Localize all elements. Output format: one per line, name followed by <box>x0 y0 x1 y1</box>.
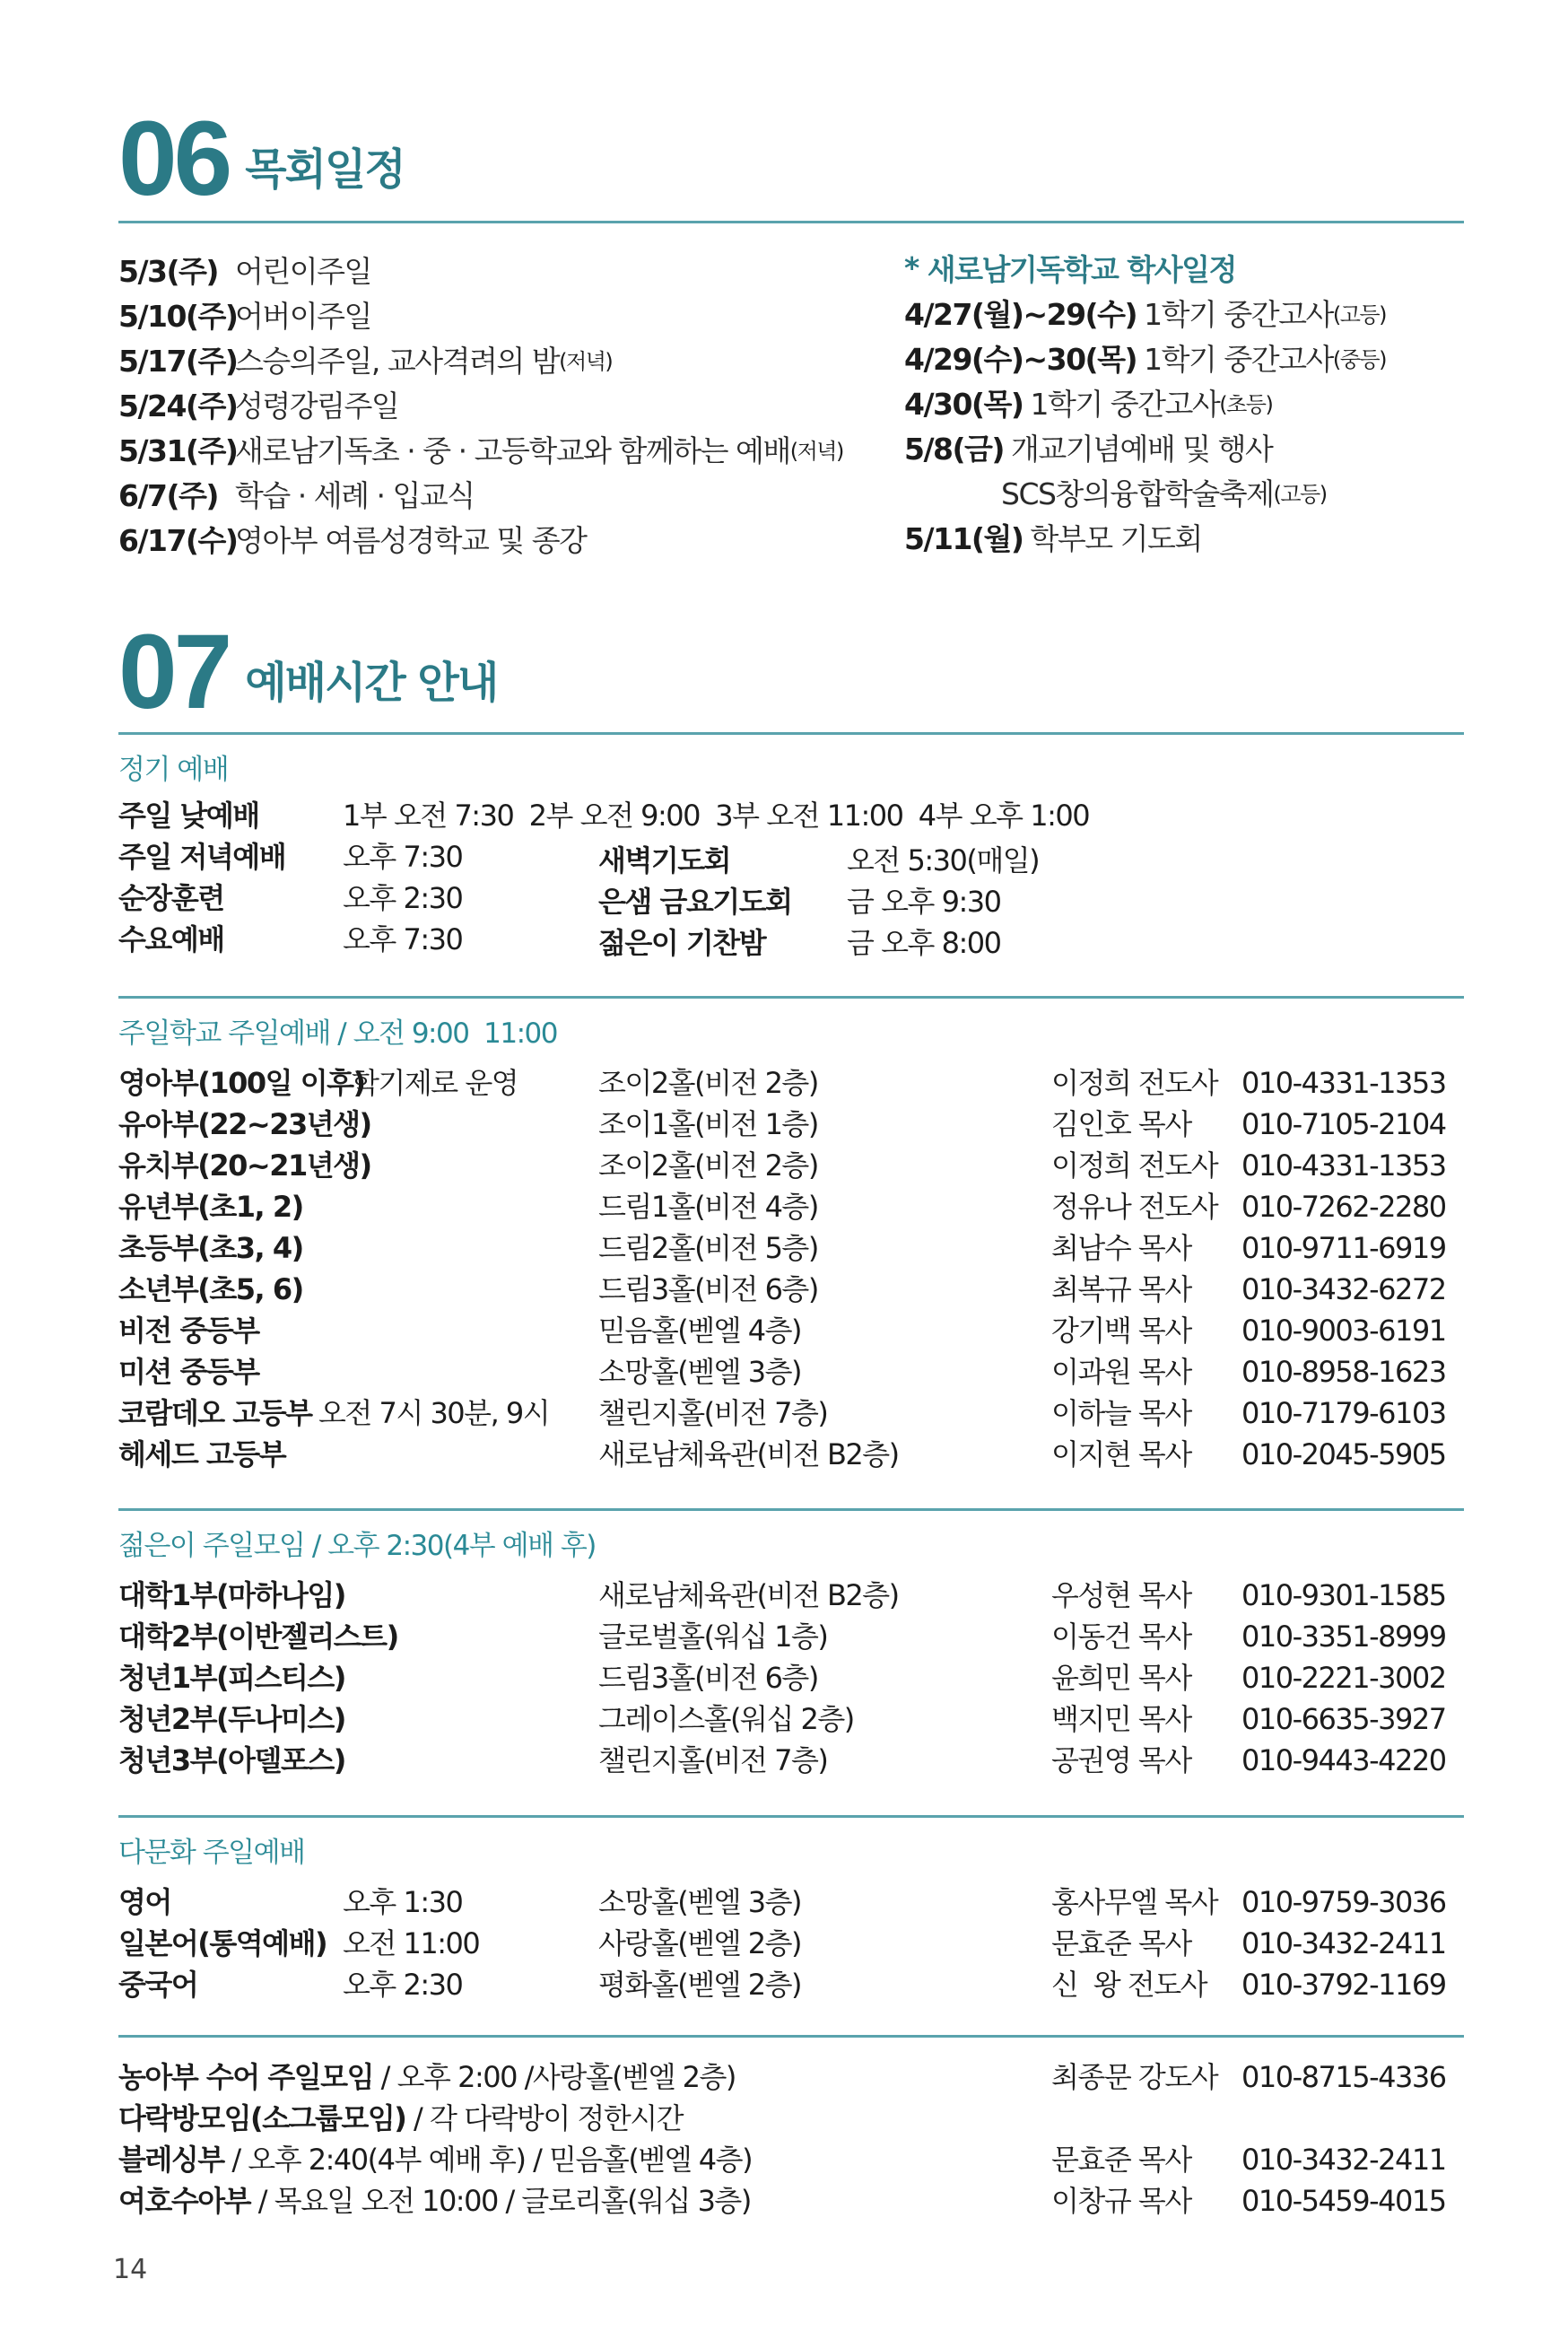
schedule-name: 어버이주일 <box>235 298 371 334</box>
phone: 010-9003-6191 <box>1241 1314 1446 1348</box>
schedule-date: 5/17(주) <box>118 343 238 379</box>
department-name: 미션 중등부 <box>118 1355 259 1389</box>
place: 드림1홀(비전 4층) <box>598 1190 818 1224</box>
schedule-name: SCS창의융합학술축제 <box>1001 476 1274 511</box>
schedule-item <box>118 247 908 292</box>
phone: 010-3432-6272 <box>1241 1272 1446 1306</box>
section-title: 목회일정 <box>245 144 405 195</box>
page-number: 14 <box>113 2254 148 2285</box>
group-name: 다락방모임(소그룹모임) <box>118 2101 406 2135</box>
schedule-date: 6/7(주) <box>118 477 219 513</box>
divider <box>118 1815 1464 1818</box>
pastor: 이지현 목사 <box>1051 1437 1191 1471</box>
school-schedule-item <box>904 290 1478 335</box>
school-schedule-item <box>904 424 1478 469</box>
service-label: 젊은이 기찬밤 <box>598 926 766 960</box>
service-label: 주일 낮예배 <box>118 799 259 833</box>
department-note: 학기제로 운영 <box>352 1066 518 1100</box>
group-name: 여호수아부 <box>118 2184 251 2218</box>
schedule-name: 어린이주일 <box>235 253 371 289</box>
schedule-name: 성령강림주일 <box>235 388 399 423</box>
phone: 010-4331-1353 <box>1241 1066 1446 1100</box>
department-name: 유아부(22~23년생) <box>118 1107 371 1141</box>
group-detail: / 목요일 오전 10:00 / 글로리홀(워십 3층) <box>250 2184 751 2218</box>
phone: 010-5459-4015 <box>1241 2184 1446 2218</box>
schedule-item <box>118 292 908 336</box>
group-name: 블레싱부 <box>118 2143 224 2177</box>
schedule-item <box>118 381 908 426</box>
schedule-note: (저녁) <box>559 348 613 374</box>
phone: 010-7179-6103 <box>1241 1396 1446 1430</box>
department-name: 유년부(초1, 2) <box>118 1190 303 1224</box>
schedule-date: 5/3(주) <box>118 253 219 289</box>
group-info <box>118 2056 736 2098</box>
schedule-note: (초등) <box>1219 391 1273 417</box>
schedule-date: 6/17(수) <box>118 522 238 558</box>
schedule-date: 4/30(목) <box>904 386 1024 422</box>
department-name: 소년부(초5, 6) <box>118 1272 303 1306</box>
place: 조이2홀(비전 2층) <box>598 1066 818 1100</box>
schedule-item <box>118 336 908 381</box>
language: 영어 <box>118 1885 171 1919</box>
pastor: 최종문 강도사 <box>1051 2060 1218 2094</box>
place: 소망홀(벧엘 3층) <box>598 1355 801 1389</box>
schedule-date: 5/24(주) <box>118 388 238 423</box>
section-title: 예배시간 안내 <box>245 657 498 708</box>
schedule-name: 1학기 중간고사 <box>1030 386 1220 422</box>
school-schedule-item <box>904 335 1478 380</box>
divider <box>118 2035 1464 2038</box>
pastor: 강기백 목사 <box>1051 1314 1191 1348</box>
schedule-name: 새로남기독초 · 중 · 고등학교와 함께하는 예배 <box>235 432 790 468</box>
phone: 010-3432-2411 <box>1241 2143 1446 2177</box>
place: 소망홀(벧엘 3층) <box>598 1885 801 1919</box>
place: 드림3홀(비전 6층) <box>598 1661 818 1695</box>
regular-worship-heading: 정기 예배 <box>118 754 229 786</box>
phone: 010-4331-1353 <box>1241 1148 1446 1183</box>
group-info <box>118 2139 752 2180</box>
service-label: 새벽기도회 <box>598 843 731 877</box>
pastor: 최복규 목사 <box>1051 1272 1191 1306</box>
schedule-date: 4/27(월)~29(수) <box>904 296 1137 332</box>
service-time: 오후 7:30 <box>343 922 463 956</box>
schedule-date: 4/29(수)~30(목) <box>904 341 1137 377</box>
schedule-name: 스승의주일, 교사격려의 밤 <box>235 343 560 379</box>
department-name: 대학1부(마하나임) <box>118 1578 345 1612</box>
phone: 010-6635-3927 <box>1241 1702 1446 1736</box>
department-name: 비전 중등부 <box>118 1314 259 1348</box>
schedule-name: 개교기념예배 및 행사 <box>1011 431 1273 467</box>
pastor: 이정희 전도사 <box>1051 1148 1218 1183</box>
pastor: 신 왕 전도사 <box>1051 1968 1207 2002</box>
service-time: 오후 1:30 <box>343 1885 463 1919</box>
schedule-name: 학부모 기도회 <box>1030 520 1202 556</box>
pastor: 문효준 목사 <box>1051 1926 1191 1960</box>
group-detail: / 오후 2:40(4부 예배 후) / 믿음홀(벧엘 4층) <box>223 2143 753 2177</box>
school-schedule-item <box>904 469 1478 514</box>
schedule-item <box>118 426 908 471</box>
phone: 010-9759-3036 <box>1241 1885 1446 1919</box>
place: 조이1홀(비전 1층) <box>598 1107 818 1141</box>
pastor: 홍사무엘 목사 <box>1051 1885 1218 1919</box>
school-schedule-heading: 새로남기독학교 학사일정 <box>927 251 1236 287</box>
school-schedule-title <box>904 245 1478 290</box>
schedule-item <box>118 471 908 516</box>
phone: 010-7105-2104 <box>1241 1107 1446 1141</box>
divider <box>118 732 1464 735</box>
phone: 010-9711-6919 <box>1241 1231 1446 1265</box>
department-name: 청년2부(두나미스) <box>118 1702 345 1736</box>
service-time: 오후 2:30 <box>343 881 463 915</box>
phone: 010-2221-3002 <box>1241 1661 1446 1695</box>
phone: 010-2045-5905 <box>1241 1437 1446 1471</box>
department-name: 청년3부(아델포스) <box>118 1743 345 1777</box>
pastor: 문효준 목사 <box>1051 2143 1191 2177</box>
pastor: 김인호 목사 <box>1051 1107 1191 1141</box>
pastor: 최남수 목사 <box>1051 1231 1191 1265</box>
section-number: 06 <box>118 100 230 218</box>
department-name: 초등부(초3, 4) <box>118 1231 303 1265</box>
place: 평화홀(벧엘 2층) <box>598 1968 801 2002</box>
service-label: 순장훈련 <box>118 881 224 915</box>
young-adults-heading: 젊은이 주일모임 / 오후 2:30(4부 예배 후) <box>118 1530 596 1562</box>
place: 글로벌홀(워십 1층) <box>598 1619 828 1654</box>
section-number: 07 <box>118 613 230 731</box>
pastor: 공권영 목사 <box>1051 1743 1191 1777</box>
service-time: 금 오후 8:00 <box>847 926 1001 960</box>
divider <box>118 996 1464 999</box>
pastor: 정유나 전도사 <box>1051 1190 1218 1224</box>
school-schedule-item <box>904 514 1478 559</box>
phone: 010-8958-1623 <box>1241 1355 1446 1389</box>
schedule-date: 5/10(주) <box>118 298 238 334</box>
pastor: 이과원 목사 <box>1051 1355 1191 1389</box>
pastor: 이정희 전도사 <box>1051 1066 1218 1100</box>
service-label: 주일 저녁예배 <box>118 840 286 874</box>
group-info <box>118 2180 751 2222</box>
group-detail: / 각 다락방이 정한시간 <box>405 2101 684 2135</box>
schedule-name: 1학기 중간고사 <box>1144 296 1333 332</box>
schedule-note: (고등) <box>1273 481 1327 507</box>
service-label: 은샘 금요기도회 <box>598 885 792 919</box>
pastor: 이창규 목사 <box>1051 2184 1191 2218</box>
phone: 010-3792-1169 <box>1241 1968 1446 2002</box>
department-name: 헤세드 고등부 <box>118 1437 286 1471</box>
schedule-date: 5/31(주) <box>118 432 238 468</box>
pastoral-schedule-list <box>118 247 908 561</box>
place: 믿음홀(벧엘 4층) <box>598 1314 801 1348</box>
phone: 010-9443-4220 <box>1241 1743 1446 1777</box>
place: 챌린지홀(비전 7층) <box>598 1396 828 1430</box>
service-label: 수요예배 <box>118 922 224 956</box>
pastor: 이동건 목사 <box>1051 1619 1191 1654</box>
school-schedule-list <box>904 245 1478 559</box>
schedule-item <box>118 516 908 561</box>
language: 일본어(통역예배) <box>118 1926 327 1960</box>
phone: 010-9301-1585 <box>1241 1578 1446 1612</box>
service-time: 오후 2:30 <box>343 1968 463 2002</box>
department-name: 영아부(100일 이후) <box>118 1066 365 1100</box>
place: 새로남체육관(비전 B2층) <box>598 1437 899 1471</box>
section-07-header <box>118 613 498 731</box>
asterisk-icon: * <box>904 249 919 285</box>
divider <box>118 1508 1464 1511</box>
group-detail: / 오후 2:00 /사랑홀(벧엘 2층) <box>373 2060 736 2094</box>
department-name: 청년1부(피스티스) <box>118 1661 345 1695</box>
phone: 010-7262-2280 <box>1241 1190 1446 1224</box>
schedule-note: (고등) <box>1332 301 1386 327</box>
place: 사랑홀(벧엘 2층) <box>598 1926 801 1960</box>
service-time: 오후 7:30 <box>343 840 463 874</box>
place: 조이2홀(비전 2층) <box>598 1148 818 1183</box>
pastor: 이하늘 목사 <box>1051 1396 1191 1430</box>
place: 드림2홀(비전 5층) <box>598 1231 818 1265</box>
place: 새로남체육관(비전 B2층) <box>598 1578 899 1612</box>
schedule-note: (저녁) <box>789 438 843 464</box>
department-name: 유치부(20~21년생) <box>118 1148 371 1183</box>
department-note: 오전 7시 30분, 9시 <box>318 1396 550 1430</box>
divider <box>118 221 1464 223</box>
section-06-header <box>118 100 405 218</box>
phone: 010-3351-8999 <box>1241 1619 1446 1654</box>
schedule-note: (중등) <box>1332 346 1386 372</box>
phone: 010-3432-2411 <box>1241 1926 1446 1960</box>
schedule-name: 영아부 여름성경학교 및 종강 <box>235 522 587 558</box>
schedule-name: 1학기 중간고사 <box>1144 341 1333 377</box>
language: 중국어 <box>118 1968 198 2002</box>
pastor: 윤희민 목사 <box>1051 1661 1191 1695</box>
multicultural-heading: 다문화 주일예배 <box>118 1837 305 1869</box>
schedule-date: 5/8(금) <box>904 431 1005 467</box>
schedule-name: 학습 · 세례 · 입교식 <box>235 477 475 513</box>
school-schedule-item <box>904 380 1478 424</box>
group-name: 농아부 수어 주일모임 <box>118 2060 373 2094</box>
department-name: 코람데오 고등부 <box>118 1396 312 1430</box>
place: 드림3홀(비전 6층) <box>598 1272 818 1306</box>
group-info <box>118 2098 683 2139</box>
service-time: 금 오후 9:30 <box>847 885 1001 919</box>
service-times: 1부 오전 7:30 2부 오전 9:00 3부 오전 11:00 4부 오후 1:00 <box>343 799 1090 833</box>
service-time: 오전 5:30(매일) <box>847 843 1040 877</box>
place: 챌린지홀(비전 7층) <box>598 1743 828 1777</box>
place: 그레이스홀(워십 2층) <box>598 1702 854 1736</box>
phone: 010-8715-4336 <box>1241 2060 1446 2094</box>
service-time: 오전 11:00 <box>343 1926 480 1960</box>
pastor: 백지민 목사 <box>1051 1702 1191 1736</box>
pastor: 우성현 목사 <box>1051 1578 1191 1612</box>
schedule-date: 5/11(월) <box>904 520 1024 556</box>
department-name: 대학2부(이반젤리스트) <box>118 1619 398 1654</box>
sunday-school-heading: 주일학교 주일예배 / 오전 9:00 11:00 <box>118 1017 557 1050</box>
